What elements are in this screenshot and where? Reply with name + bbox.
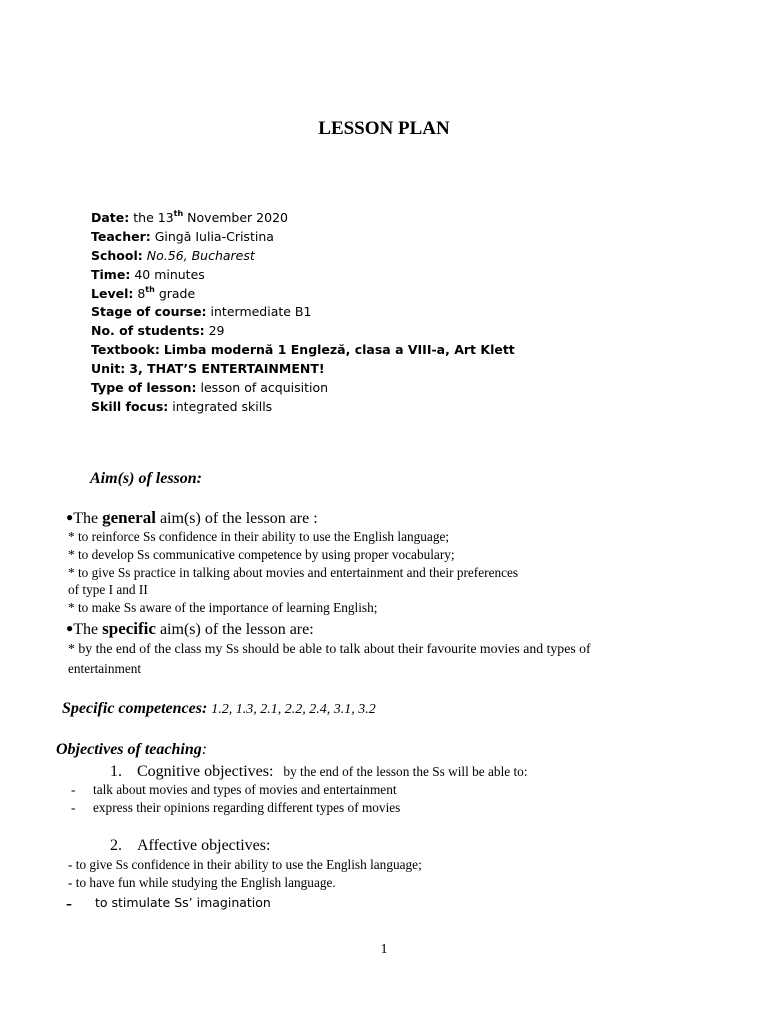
textbook-label: Textbook:	[91, 342, 160, 357]
info-school	[91, 247, 255, 265]
specific-aim-item: entertainment	[68, 661, 142, 676]
info-date	[91, 209, 288, 227]
specific-rest: aim(s) of the lesson are:	[159, 621, 314, 638]
aims-heading: Aim(s) of lesson:	[90, 470, 202, 487]
general-aim-item: * to reinforce Ss confidence in their ability to use the English language;	[68, 529, 450, 544]
bullet-icon: ●	[66, 510, 74, 524]
cognitive-objectives	[110, 763, 528, 781]
school-label: School:	[91, 248, 143, 263]
cognitive-intro: by the end of the lesson the Ss will be able to:	[283, 764, 528, 779]
page-title: LESSON PLAN	[318, 118, 450, 139]
level-value-sup: th	[145, 285, 155, 294]
info-skill	[91, 398, 272, 416]
cognitive-item	[71, 800, 400, 816]
info-type	[91, 379, 328, 397]
general-word: general	[102, 508, 156, 527]
time-value: 40 minutes	[134, 267, 205, 282]
specific-aims-heading	[66, 619, 314, 639]
bullet-icon: ●	[66, 621, 74, 635]
affective-title: Affective objectives:	[137, 837, 271, 854]
objectives-heading-text: Objectives of teaching	[56, 741, 202, 758]
type-label: Type of lesson:	[91, 380, 197, 395]
students-value: 29	[208, 323, 225, 338]
general-the: The	[73, 510, 99, 527]
objectives-heading	[56, 741, 207, 759]
unit-label: Unit:	[91, 361, 126, 376]
cognitive-item-text: express their opinions regarding different types of movies	[93, 800, 401, 815]
specific-aim-item: * by the end of the class my Ss should be able to talk about their favourite movies and types of	[68, 641, 591, 656]
page-number: 1	[380, 942, 388, 957]
date-value-sup: th	[173, 209, 184, 218]
textbook-value: Limba modernă 1 Engleză, clasa a VIII-a, Art Klett	[163, 342, 515, 357]
school-value: No.56, Bucharest	[146, 248, 255, 263]
general-aim-item: of type I and II	[68, 582, 148, 597]
stage-value: intermediate B1	[210, 304, 312, 319]
date-value-pre: the 13	[133, 210, 174, 225]
general-aim-item: * to make Ss aware of the importance of learning English;	[68, 600, 378, 615]
info-stage	[91, 303, 311, 321]
specific-word: specific	[102, 619, 156, 638]
affective-number: 2.	[110, 837, 122, 854]
info-textbook	[91, 341, 515, 359]
dash-marker: -	[71, 800, 76, 815]
affective-last-text: to stimulate Ss’ imagination	[95, 895, 271, 910]
stage-label: Stage of course:	[91, 304, 207, 319]
cognitive-number: 1.	[110, 763, 122, 780]
cognitive-item	[71, 782, 397, 798]
level-value-post: grade	[158, 286, 196, 301]
affective-item: - to give Ss confidence in their ability to use the English language;	[68, 857, 422, 872]
objectives-heading-colon: :	[201, 741, 208, 758]
specific-the: The	[73, 621, 99, 638]
level-label: Level:	[91, 286, 134, 301]
info-teacher	[91, 228, 274, 246]
affective-item-last	[66, 893, 271, 914]
info-unit	[91, 360, 325, 378]
info-level	[91, 285, 195, 303]
time-label: Time:	[91, 267, 131, 282]
general-rest: aim(s) of the lesson are :	[159, 510, 318, 527]
date-value-post: November 2020	[187, 210, 288, 225]
students-label: No. of students:	[91, 323, 205, 338]
teacher-label: Teacher:	[91, 229, 151, 244]
cognitive-item-text: talk about movies and types of movies and entertainment	[93, 782, 397, 797]
general-aims-heading	[66, 508, 318, 528]
general-aim-item: * to give Ss practice in talking about movies and entertainment and their preferences	[68, 565, 519, 580]
general-aim-item: * to develop Ss communicative competence by using proper vocabulary;	[68, 547, 455, 562]
competences-label: Specific competences:	[62, 700, 208, 717]
type-value: lesson of acquisition	[200, 380, 329, 395]
dash-marker: -	[71, 782, 76, 797]
cognitive-title: Cognitive objectives:	[137, 763, 274, 780]
affective-objectives	[110, 837, 270, 855]
date-label: Date:	[91, 210, 130, 225]
level-value-pre: 8	[137, 286, 146, 301]
specific-competences	[62, 700, 376, 718]
unit-value: 3, THAT’S ENTERTAINMENT!	[129, 361, 325, 376]
teacher-value: Gingă Iulia-Cristina	[154, 229, 274, 244]
info-time	[91, 266, 205, 284]
skill-label: Skill focus:	[91, 399, 169, 414]
affective-item: - to have fun while studying the English language.	[68, 875, 336, 890]
skill-value: integrated skills	[172, 399, 273, 414]
dash-marker: -	[66, 893, 72, 913]
competences-value: 1.2, 1.3, 2.1, 2.2, 2.4, 3.1, 3.2	[211, 702, 376, 717]
info-students	[91, 322, 224, 340]
